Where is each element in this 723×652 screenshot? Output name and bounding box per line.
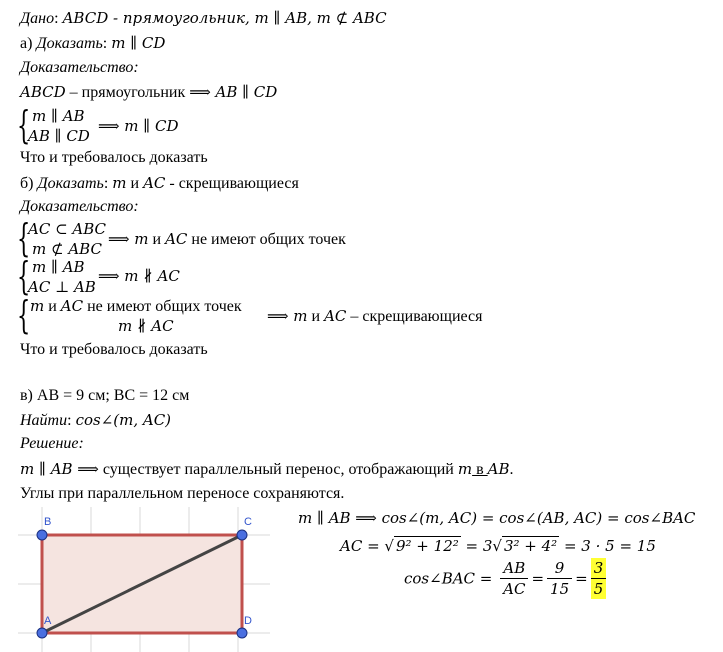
eq1: m ∥ AB ⟹ cos∠(m, AC) = cos∠(AB, AC) = cos∠BAC <box>298 509 696 527</box>
point-c[interactable] <box>237 530 247 540</box>
part-b-sys1-line2: m ⊄ ABC <box>32 240 102 258</box>
eq3 <box>404 558 609 599</box>
part-a-prove-label: Доказать <box>36 35 103 52</box>
part-b-sys2-line2: AC ⊥ AB <box>28 278 96 296</box>
brace-a: { <box>17 103 31 147</box>
eq2-sqrt1: 9² + 12² <box>395 537 459 555</box>
part-b-sys2-result: ⟹ m ∦ AC <box>98 267 180 285</box>
part-a-sys-result: ⟹ m ∥ CD <box>98 117 179 135</box>
point-d[interactable] <box>237 628 247 638</box>
part-c-solution-label: Решение <box>20 435 79 452</box>
part-b-sys3-line1-math-b: AC <box>60 297 84 315</box>
point-b[interactable] <box>37 530 47 540</box>
part-b-sys3-result <box>267 306 482 327</box>
label-b: B <box>44 516 52 528</box>
point-a[interactable] <box>37 628 47 638</box>
part-c-line1-math-b: m <box>457 460 473 478</box>
part-a-prove-stmt: m ∥ CD <box>111 34 166 52</box>
part-a-prefix: а) <box>20 35 37 52</box>
part-b-sys3-line1-math-a: m <box>30 297 45 315</box>
part-a-proof-heading: Доказательство: <box>20 59 139 76</box>
part-b-sys1-line1: AC ⊂ ABC <box>28 220 107 238</box>
part-b-sys3-result-text-b: – скрещивающиеся <box>346 308 483 325</box>
part-c-find: Найти: cos∠(m, AC) <box>20 411 172 429</box>
part-b-prove-label: Доказать <box>37 175 104 192</box>
part-b-sys3-result-text-a: и <box>307 308 325 325</box>
given-line: Дано: ABCD - прямоугольник, m ∥ AB, m ⊄ ABC <box>20 9 387 27</box>
part-b-sys3-result-math-a: ⟹ m <box>267 307 308 325</box>
part-b-sys1-result <box>108 229 346 250</box>
part-b-sys3-line1 <box>30 296 242 317</box>
part-b-sys1-result-text-a: и <box>148 231 166 248</box>
part-a-line1-math-b: ⟹ AB ∥ CD <box>189 83 278 101</box>
part-b-prefix: б) <box>20 175 38 192</box>
part-a-line1-math-a: ABCD <box>20 83 66 101</box>
eq3-lhs: cos∠BAC = <box>404 569 498 588</box>
part-c-find-label: Найти <box>20 412 68 429</box>
part-b-sys3-line1-text-a: и <box>44 298 61 315</box>
part-c-line1-text-b: в <box>472 461 488 478</box>
part-b-qed: Что и требовалось доказать <box>20 341 208 358</box>
part-b-prove-math-a: m <box>112 174 127 192</box>
part-b-prove: б) Доказать: m и AC - скрещивающиеся <box>20 174 299 192</box>
part-a-prove: а) Доказать: m ∥ CD <box>20 34 166 52</box>
part-b-proof-heading: Доказательство: <box>20 198 139 215</box>
brace-b2: { <box>17 254 31 298</box>
part-b-sys3-line2: m ∦ AC <box>118 317 174 335</box>
eq3-frac2-num: 9 <box>547 558 572 579</box>
part-c-given: в) AB = 9 см; BC = 12 см <box>20 387 190 404</box>
part-c-line2: Углы при параллельном переносе сохраняются. <box>20 485 345 502</box>
eq2-rhs: = 3 · 5 = 15 <box>559 537 656 555</box>
part-a-line1-text: – прямоугольник <box>65 84 190 101</box>
part-a-line1 <box>20 82 277 103</box>
eq2-sqrt2: 3² + 4² <box>503 537 558 555</box>
eq3-frac2 <box>547 558 572 599</box>
eq3-eq2: = <box>575 569 588 588</box>
label-a: A <box>44 615 52 627</box>
part-b-sys2-line1: m ∥ AB <box>32 258 85 276</box>
eq2-mid: = 3 <box>460 537 493 555</box>
part-b-sys3-line1-text-b: не имеют общих точек <box>83 298 242 315</box>
part-b-sys3-result-math-b: AC <box>324 307 347 325</box>
eq3-frac1-num: AB <box>500 558 528 579</box>
given-statement: ABCD - прямоугольник, m ∥ AB, m ⊄ ABC <box>62 9 387 27</box>
part-c-line1-math: m ∥ AB ⟹ <box>20 460 99 478</box>
eq3-frac1-den: AC <box>503 580 526 598</box>
part-b-sys1-result-math-b: AC <box>165 230 188 248</box>
part-a-proof-label: Доказательство <box>20 59 134 76</box>
part-b-prove-math-b: AC <box>143 174 166 192</box>
eq3-frac3-den: 5 <box>593 580 604 598</box>
part-c-line1 <box>20 459 514 480</box>
eq3-frac3-num: 3 <box>591 558 607 579</box>
part-c-line1-math-c: AB <box>487 460 510 478</box>
part-b-sys1-result-text-b: не имеют общих точек <box>187 231 346 248</box>
part-b-proof-label: Доказательство <box>20 198 134 215</box>
eq3-frac3-answer <box>591 558 607 599</box>
brace-b3: { <box>17 293 31 337</box>
part-c-line1-end: . <box>509 461 514 478</box>
rectangle-figure <box>18 507 270 652</box>
eq2-lhs: AC = <box>340 537 385 555</box>
eq2: AC = √ 9² + 12² = 3√ 3² + 4² = 3 · 5 = 15 <box>340 537 656 555</box>
part-b-prove-text-b: - скрещивающиеся <box>165 175 299 192</box>
label-c: C <box>244 516 252 528</box>
part-a-qed: Что и требовалось доказать <box>20 149 208 166</box>
part-c-find-stmt: cos∠(m, AC) <box>75 411 172 429</box>
part-c-line1-text: существует параллельный перенос, отображающий <box>98 461 458 478</box>
part-a-sys-line2: AB ∥ CD <box>28 127 90 145</box>
label-d: D <box>244 615 252 627</box>
part-b-prove-text-a: и <box>126 175 144 192</box>
brace-b1: { <box>17 216 31 260</box>
eq3-frac2-den: 15 <box>550 580 570 598</box>
part-a-sys-line1: m ∥ AB <box>32 107 85 125</box>
part-c-solution-heading: Решение: <box>20 435 84 452</box>
part-b-sys1-result-math: ⟹ m <box>108 230 149 248</box>
eq3-eq1: = <box>531 569 545 588</box>
given-label: Дано <box>20 10 55 27</box>
eq3-frac1 <box>500 558 528 599</box>
